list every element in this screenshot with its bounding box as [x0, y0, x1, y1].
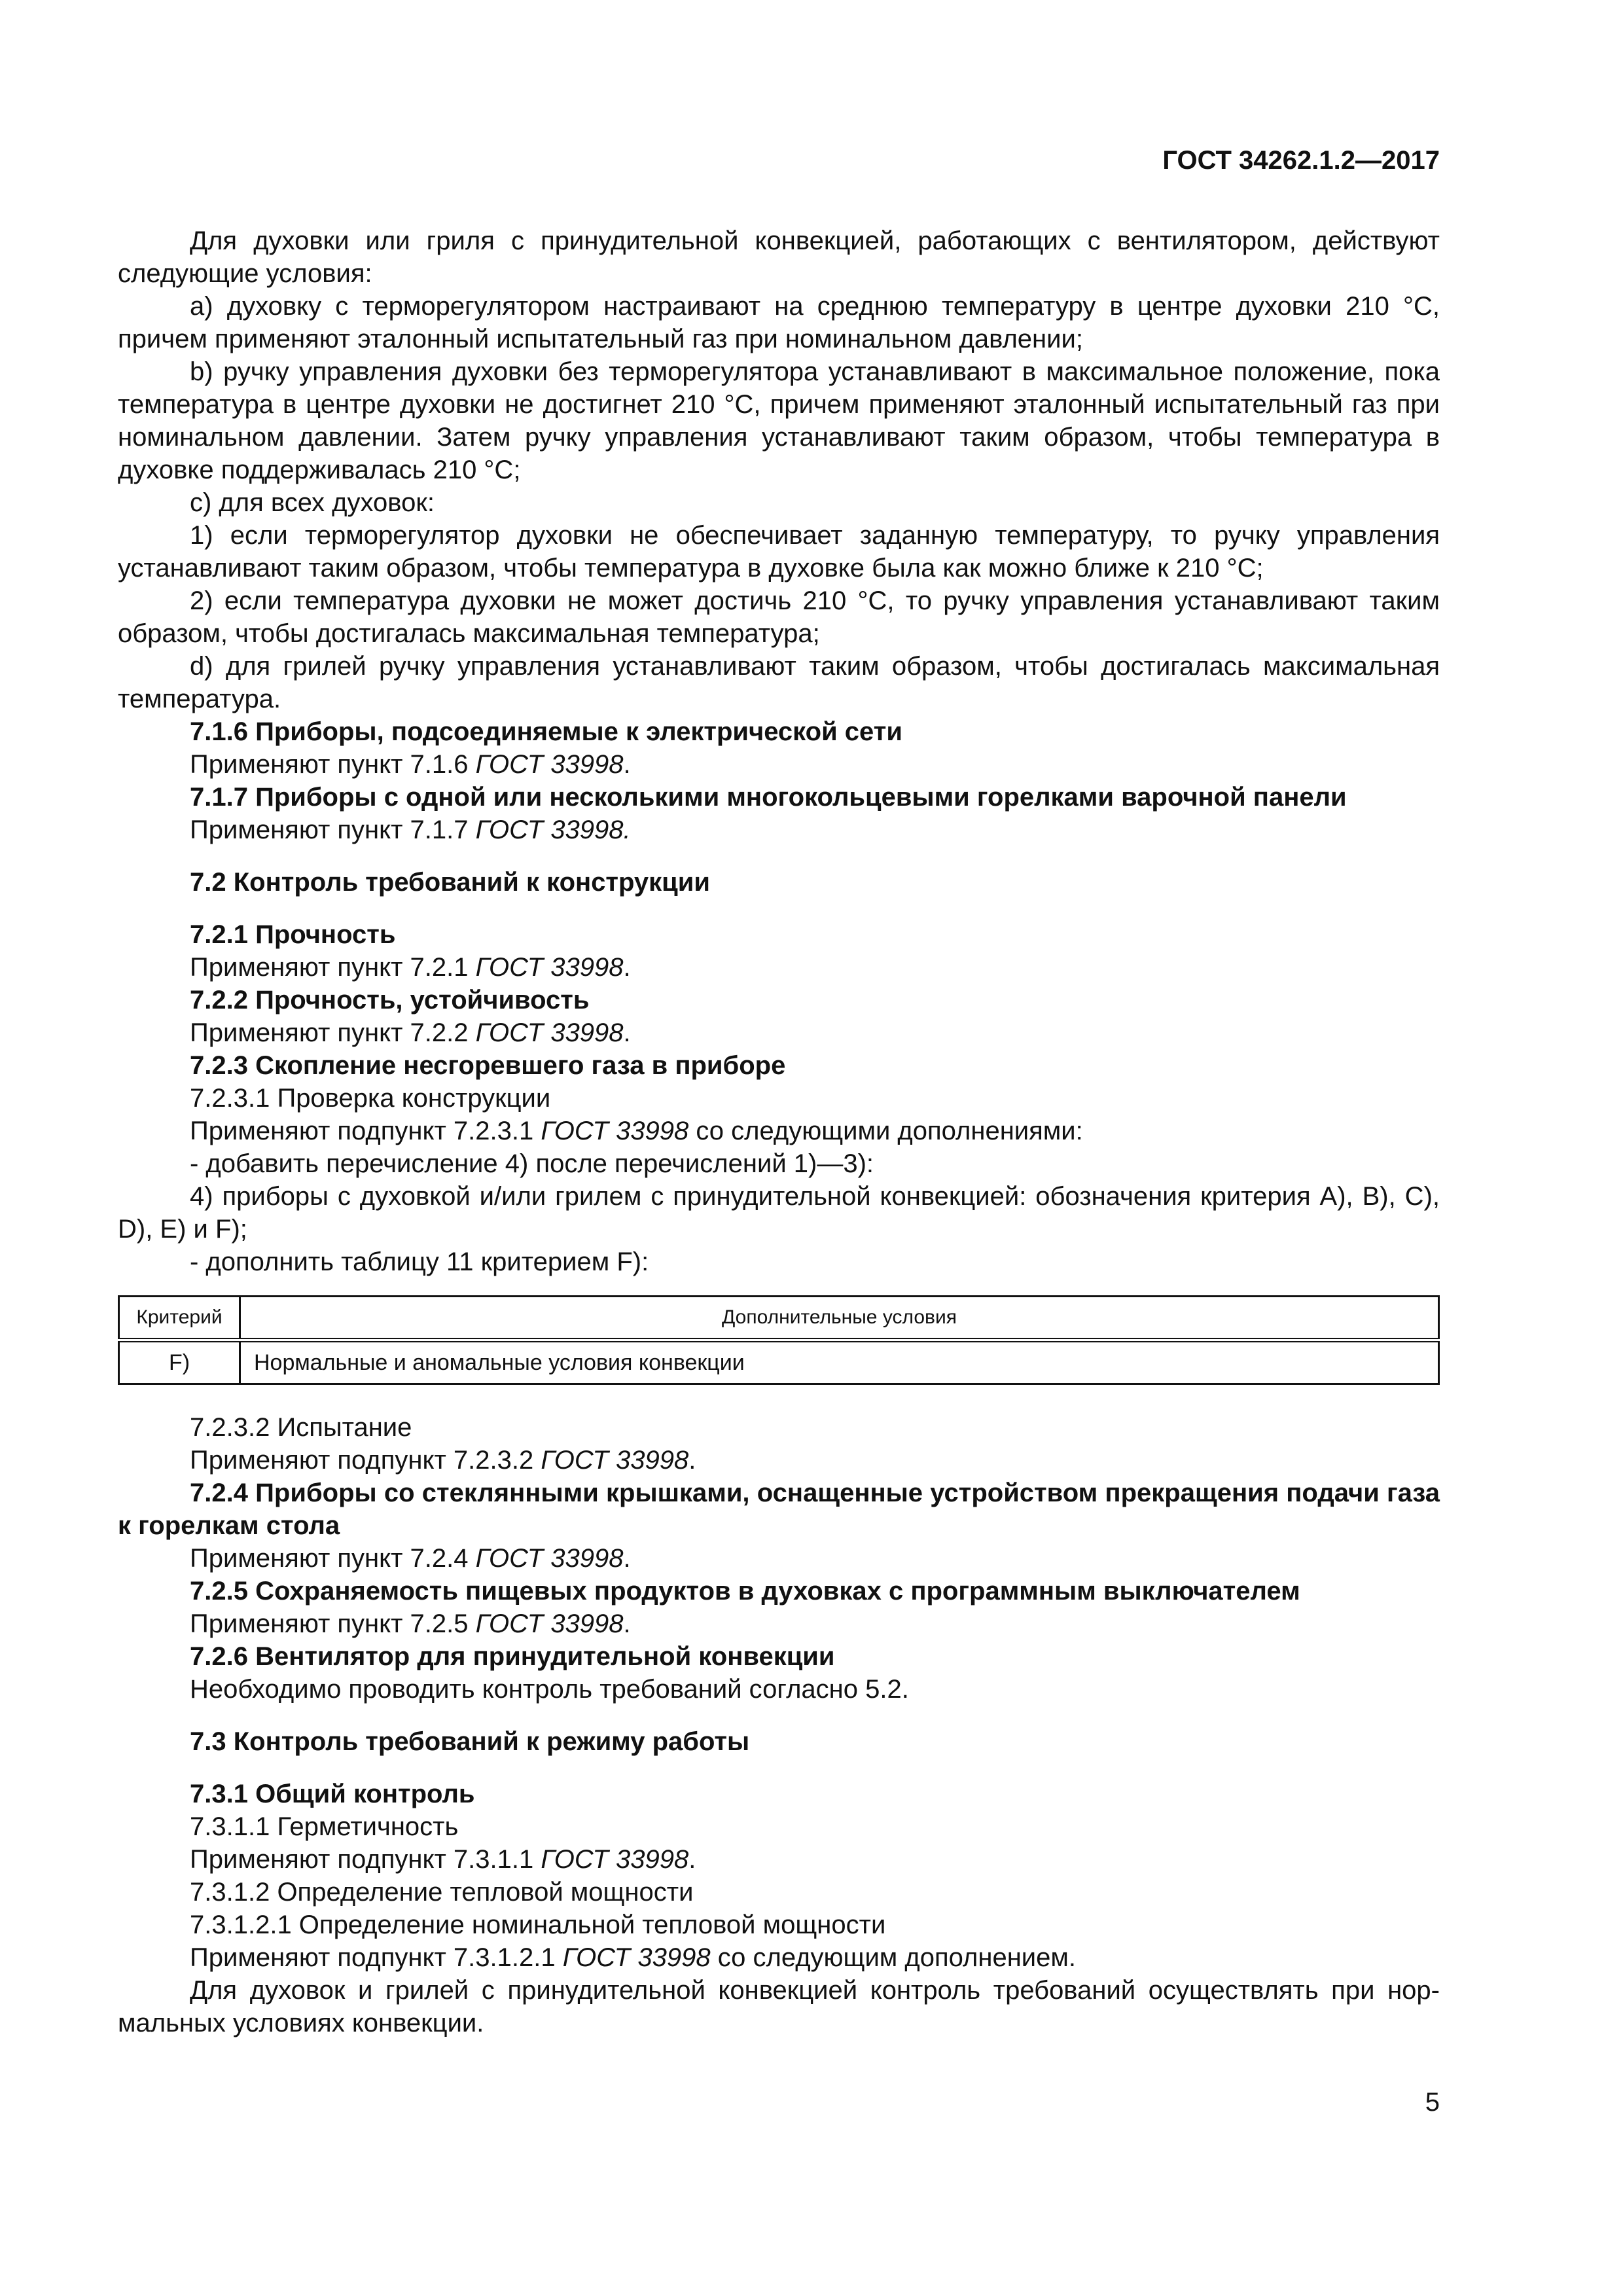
paragraph-c1: 1) если терморегулятор духовки не обеспечивает заданную температуру, то ручку управления устанавливают таким образом, чтобы температура в духовке была как можно ближе к 210 °С;	[118, 521, 1440, 583]
table-cell-conditions: Нормальные и аномальные условия конвекции	[240, 1340, 1439, 1384]
table-row	[119, 1340, 1439, 1384]
section-heading-7-2-3: 7.2.3 Скопление несгоревшего газа в приборе	[190, 1051, 786, 1080]
table-cell-criterion: F)	[119, 1340, 240, 1384]
standard-reference: ГОСТ 33998	[475, 1544, 624, 1573]
subsection-heading-7-3-1-2-1: 7.3.1.2.1 Определение номинальной тепловой мощности	[190, 1910, 886, 1939]
section-text-7-2-3-1: Применяют подпункт 7.2.3.1 ГОСТ 33998 со следующими дополнениями:	[190, 1117, 1083, 1145]
section-heading-7-1-6: 7.1.6 Приборы, подсоединяемые к электрической сети	[190, 717, 902, 746]
section-text-7-3-1-1: Применяют подпункт 7.3.1.1 ГОСТ 33998.	[190, 1845, 696, 1874]
table-header-row	[119, 1297, 1439, 1340]
section-text-7-2-3-2: Применяют подпункт 7.2.3.2 ГОСТ 33998.	[190, 1446, 696, 1475]
list-item-criteria-4: 4) приборы с духовкой и/или грилем с принудительной конвекцией: обозначения критерия А), В), С), D), Е) и F);	[118, 1182, 1440, 1244]
standard-reference: ГОСТ 33998	[541, 1117, 689, 1145]
section-heading-7-3: 7.3 Контроль требований к режиму работы	[190, 1727, 750, 1756]
standard-reference: ГОСТ 33998	[475, 1609, 624, 1638]
document-body	[118, 224, 1440, 2039]
section-heading-7-1-7: 7.1.7 Приборы с одной или несколькими многокольцевыми горелками варочной панели	[190, 783, 1347, 812]
paragraph-d: d) для грилей ручку управления устанавливают таким образом, чтобы достигалась максимальная температура.	[118, 652, 1440, 713]
section-text-7-2-5: Применяют пункт 7.2.5 ГОСТ 33998.	[190, 1609, 631, 1638]
list-item-add-table: - дополнить таблицу 11 критерием F):	[190, 1247, 649, 1276]
section-heading-7-2-6: 7.2.6 Вентилятор для принудительной конвекции	[190, 1642, 835, 1671]
section-heading-7-3-1: 7.3.1 Общий контроль	[190, 1780, 475, 1808]
section-text-7-2-6: Необходимо проводить контроль требований согласно 5.2.	[190, 1675, 909, 1704]
standard-reference: ГОСТ 33998	[475, 750, 624, 779]
section-heading-7-2-2: 7.2.2 Прочность, устойчивость	[190, 986, 590, 1014]
section-heading-7-2: 7.2 Контроль требований к конструкции	[190, 868, 710, 897]
standard-reference: ГОСТ 33998	[475, 1018, 624, 1047]
section-text-7-2-1: Применяют пункт 7.2.1 ГОСТ 33998.	[190, 953, 631, 982]
subsection-heading-7-3-1-1: 7.3.1.1 Герметичность	[190, 1812, 459, 1841]
paragraph-final: Для духовок и грилей с принудительной конвекцией контроль требований осуществлять при нормальных условиях конвекции.	[118, 1976, 1440, 2037]
standard-reference: ГОСТ 33998	[562, 1943, 711, 1972]
document-code-header: ГОСТ 34262.1.2—2017	[1162, 146, 1440, 175]
section-text-7-1-7: Применяют пункт 7.1.7 ГОСТ 33998.	[190, 816, 631, 844]
subsection-heading-7-2-3-1: 7.2.3.1 Проверка конструкции	[190, 1084, 551, 1113]
subsection-heading-7-2-3-2: 7.2.3.2 Испытание	[190, 1413, 412, 1442]
section-text-7-1-6: Применяют пункт 7.1.6 ГОСТ 33998.	[190, 750, 631, 779]
section-heading-7-2-4: 7.2.4 Приборы со стеклянными крышками, оснащенные устройством прекращения подачи газа к горелкам стола	[118, 1479, 1440, 1540]
list-item-add-enumeration: - добавить перечисление 4) после перечислений 1)—3):	[190, 1149, 874, 1178]
table-header-conditions: Дополнительные условия	[240, 1297, 1439, 1340]
section-text-7-2-4: Применяют пункт 7.2.4 ГОСТ 33998.	[190, 1544, 631, 1573]
standard-reference: ГОСТ 33998	[541, 1845, 689, 1874]
page-number: 5	[1425, 2088, 1440, 2117]
section-heading-7-2-5: 7.2.5 Сохраняемость пищевых продуктов в духовках с программным выключателем	[190, 1577, 1300, 1605]
section-text-7-3-1-2-1: Применяют подпункт 7.3.1.2.1 ГОСТ 33998 со следующим дополнением.	[190, 1943, 1076, 1972]
paragraph-b: b) ручку управления духовки без терморегулятора устанавливают в максимальное положение, пока температура в центре духовки не достигнет 210 °С, причем применяют эталонный испытательный газ при номинальном давлении. Затем ручку управления устанавливают таким образом, чтобы температура в духовке поддерживалась 210 °С;	[118, 357, 1440, 484]
table-header-criterion: Критерий	[119, 1297, 240, 1340]
paragraph-c: с) для всех духовок:	[190, 488, 435, 517]
standard-reference: ГОСТ 33998.	[475, 816, 631, 844]
standard-reference: ГОСТ 33998	[541, 1446, 689, 1475]
paragraph-intro: Для духовки или гриля с принудительной конвекцией, работающих с вентилятором, действуют следующие условия:	[118, 226, 1440, 288]
criteria-table	[118, 1295, 1440, 1385]
subsection-heading-7-3-1-2: 7.3.1.2 Определение тепловой мощности	[190, 1878, 694, 1907]
section-heading-7-2-1: 7.2.1 Прочность	[190, 920, 396, 949]
section-text-7-2-2: Применяют пункт 7.2.2 ГОСТ 33998.	[190, 1018, 631, 1047]
standard-reference: ГОСТ 33998	[475, 953, 624, 982]
paragraph-a: а) духовку с терморегулятором настраивают на среднюю температуру в центре духовки 210 °С, причем применяют эталонный испытательный газ при номинальном давлении;	[118, 292, 1440, 353]
paragraph-c2: 2) если температура духовки не может достичь 210 °С, то ручку управления устанавливают таким образом, чтобы достигалась максимальная температура;	[118, 586, 1440, 648]
